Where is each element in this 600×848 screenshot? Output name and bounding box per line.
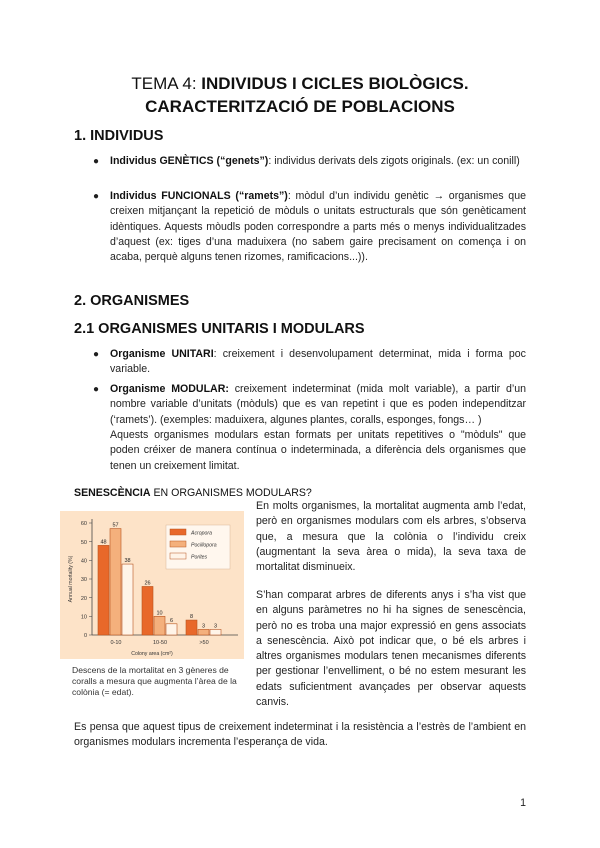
y-axis-label: Annual mortality (%): [68, 555, 74, 603]
legend-label: Acropora: [191, 530, 213, 537]
chart-caption: Descens de la mortalitat en 3 gèneres de coralls a mesura que augmenta l’àrea de la colònia (= edat).: [72, 665, 237, 697]
bullet-dot: ●: [93, 384, 100, 395]
bar-porites-0: [122, 564, 133, 635]
bar-acropora-1: [142, 586, 153, 635]
bar-acropora-0: [98, 545, 109, 635]
page-title: TEMA 4: INDIVIDUS I CICLES BIOLÒGICS. CARACTERITZACIÓ DE POBLACIONS: [131, 74, 469, 116]
bar-pocillopora-0: [110, 529, 121, 635]
bullet-dot: ●: [93, 191, 100, 202]
bar-value-label: 38: [124, 558, 131, 565]
legend-swatch-porites: [170, 553, 186, 559]
bar-pocillopora-1: [154, 616, 165, 635]
bar-value-label: 3: [213, 623, 218, 630]
page-number: 1: [520, 797, 526, 809]
y-tick-label: 50: [80, 539, 87, 546]
bar-value-label: 57: [112, 522, 119, 529]
senescence-heading: SENESCÈNCIA EN ORGANISMES MODULARS?: [74, 487, 312, 499]
x-tick-label: 0-10: [110, 640, 122, 646]
x-axis-label: Colony area (cm²): [131, 651, 173, 657]
closing-paragraph: Es pensa que aquest tipus de creixement indeterminat i la resistència a l’estrès de l’ambient en organismes modulars incrementa l’esperança de vida.: [74, 721, 526, 749]
bar-value-label: 10: [156, 610, 163, 617]
bullet-ramets: ● Individus FUNCIONALS (“ramets”): mòdul d’un individu genètic → organismes que creixen mitjançant la repetició de mòduls o unitats estructurals que són genèticament idèntiques. Aquests mòudls poden correspondre a parts més o menys individualitzades d’aquest (ex: tiges d’una maduixera (no sabem gaire precisament on comença i on acaba, perquè alguns tenen rizomes, ramificacions...)).: [93, 190, 526, 264]
bar-value-label: 48: [100, 539, 107, 546]
bullet-dot: ●: [93, 349, 100, 360]
y-tick-label: 10: [80, 614, 87, 621]
bullet-genets: ● Individus GENÈTICS (“genets”): individus derivats dels zigots originals. (ex: un conill): [110, 154, 526, 169]
legend-swatch-pocillopora: [170, 541, 186, 547]
bar-value-label: 26: [144, 580, 151, 587]
mortality-chart: [60, 511, 244, 659]
bar-porites-2: [210, 629, 221, 635]
y-tick-label: 30: [80, 577, 87, 584]
modular-paragraph: Aquests organismes modulars estan formats per unitats repetitives o "mòduls" que poden créixer de manera contínua o indeterminada, a diferència dels organismes que tenen un creixement limitat.: [110, 429, 526, 472]
legend-label: Porites: [191, 554, 208, 561]
bar-value-label: 8: [189, 614, 194, 621]
section1-heading: 1. INDIVIDUS: [74, 128, 164, 144]
x-tick-label: >50: [199, 640, 209, 646]
bar-value-label: 6: [169, 617, 174, 624]
section2-heading: 2. ORGANISMES: [74, 293, 190, 309]
y-tick-label: 20: [80, 595, 87, 602]
y-tick-label: 40: [80, 558, 87, 565]
mortality-chart-svg: [60, 511, 244, 659]
bar-porites-1: [166, 624, 177, 635]
legend-label: Pocillopora: [191, 542, 217, 549]
legend-swatch-acropora: [170, 529, 186, 535]
section2-1-heading: 2.1 ORGANISMES UNITARIS I MODULARS: [74, 321, 365, 337]
bullet-modular: ● Organisme MODULAR: creixement indeterminat (mida molt variable), a partir d’un nombre variable d’unitats (mòduls) que es van repetint i que es poden independitzar (‘ramets’). (exemples: maduixera, algunes plantes, coralls, esponges, fongs… ): [93, 383, 526, 426]
bar-value-label: 3: [201, 623, 206, 630]
x-tick-label: 10-50: [152, 640, 168, 646]
senescence-paragraph-2: S’han comparat arbres de diferents anys i s’ha vist que en alguns paràmetres no hi ha signes de senescència, però no es troba una major expressió en gens associats a senescència. Això pot indicar que, o bé els arbres i altres organismes modulars tenen mecanismes diferents per gestionar l’envelliment, o bé no estem mesurant les edats suficientment avançades per observar aquests canvis.: [256, 589, 526, 709]
bar-acropora-2: [186, 620, 197, 635]
y-tick-label: 60: [80, 521, 87, 528]
bar-pocillopora-2: [198, 629, 209, 635]
bullet-unitari: ● Organisme UNITARI: creixement i desenvolupament determinat, mida i forma poc variable.: [93, 348, 526, 376]
y-tick-label: 0: [83, 633, 87, 640]
senescence-paragraph-1: En molts organismes, la mortalitat augmenta amb l’edat, però en organismes modulars com els arbres, s’observa que, a mesura que la colònia o l’individu creix (augmentant la seva àrea o mida), la seva taxa de mortalitat disminueix.: [256, 500, 526, 574]
bullet-dot: ●: [93, 156, 100, 167]
